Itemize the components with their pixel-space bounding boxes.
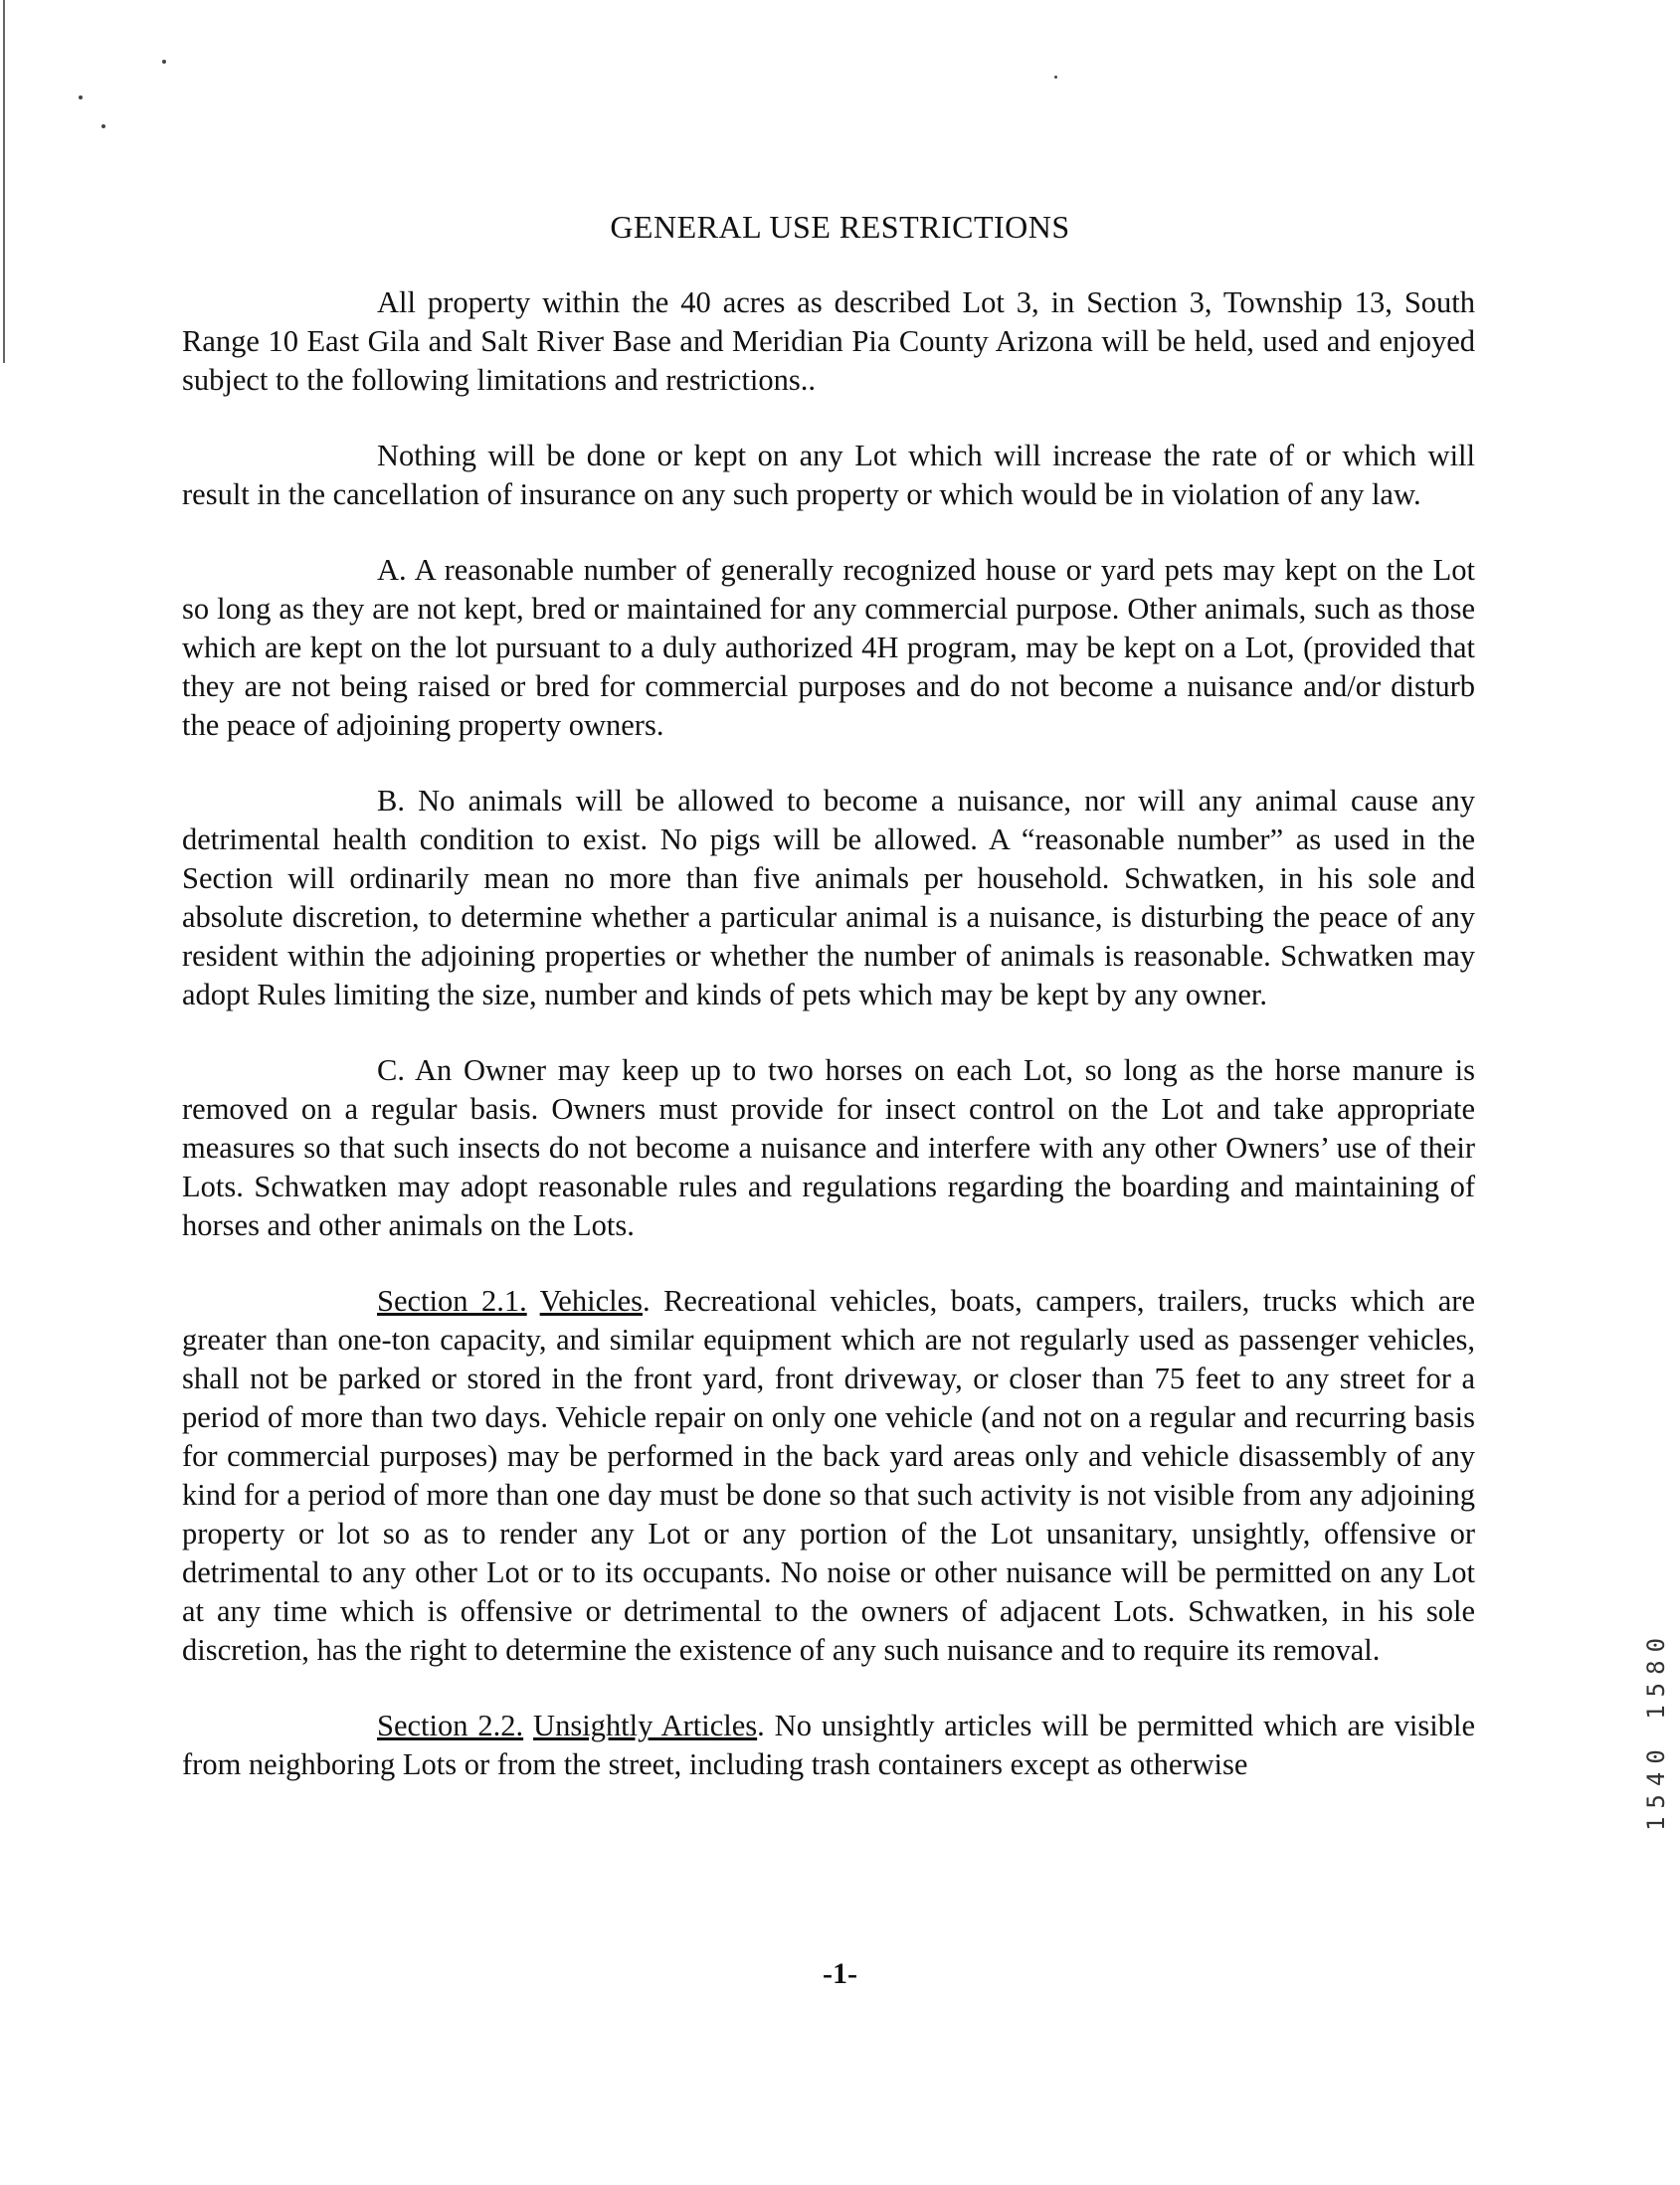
paragraph-property-description: All property within the 40 acres as described Lot 3, in Section 3, Township 13, South Range 10 East Gila and Salt River Base and Meridian Pia County Arizona will be held, used and enjoyed subject to the following limitations and restrictions.. (182, 285, 1475, 397)
section-2-2-text: . No unsightly articles will be permitted which are visible from neighboring Lots or from the street, including trash containers except as otherwise (182, 1709, 1475, 1781)
bates-stamp-text: 1540 1580 (1642, 1629, 1671, 1832)
scan-speck (101, 124, 105, 128)
scan-edge-line (3, 0, 5, 363)
section-2-2-title: Unsightly Articles (533, 1709, 758, 1742)
page-number: -1- (823, 1957, 857, 1990)
paragraph-c-horses: C. An Owner may keep up to two horses on each Lot, so long as the horse manure is removed on a regular basis. Owners must provide for insect control on the Lot and take appropriate measures so that such insects do not become a nuisance and interfere with any other Owners’ use of their Lots. Schwatken may adopt reasonable rules and regulations regarding the boarding and maintaining of horses and other animals on the Lots. (182, 1053, 1475, 1242)
section-2-1-number: Section 2.1. (377, 1284, 527, 1318)
document-body (182, 283, 1475, 1784)
scan-speck (79, 95, 83, 99)
paragraph-a-pets: A. A reasonable number of generally recognized house or yard pets may kept on the Lot so long as they are not kept, bred or maintained for any commercial purpose. Other animals, such as those which are kept on the lot pursuant to a duly authorized 4H program, may be kept on a Lot, (provided that they are not being raised or bred for commercial purposes and do not become a nuisance and/or disturb the peace of adjoining property owners. (182, 553, 1475, 742)
paragraph-section-2-1 (182, 1282, 1475, 1670)
section-2-1-text: . Recreational vehicles, boats, campers, trailers, trucks which are greater than one-ton capacity, and similar equipment which are not regularly used as passenger vehicles, shall not be parked or stored in the front yard, front driveway, or closer than 75 feet to any street for a period of more than two days. Vehicle repair on only one vehicle (and not on a regular and recurring basis for commercial purposes) may be performed in the back yard areas only and vehicle disassembly of any kind for a period of more than one day must be done so that such activity is not visible from any adjoining property or lot so as to render any Lot or any portion of the Lot unsanitary, unsightly, offensive or detrimental to any other Lot or to its occupants. No noise or other nuisance will be permitted on any Lot at any time which is offensive or detrimental to the owners of adjacent Lots. Schwatken, in his sole discretion, has the right to determine the existence of any such nuisance and to require its removal. (182, 1284, 1475, 1667)
bates-stamp (1641, 1551, 1671, 1910)
scan-speck (162, 60, 166, 64)
scan-speck (1054, 76, 1057, 79)
document-title: GENERAL USE RESTRICTIONS (610, 209, 1070, 245)
paragraph-insurance: Nothing will be done or kept on any Lot which will increase the rate of or which will result in the cancellation of insurance on any such property or which would be in violation of any law. (182, 439, 1475, 511)
paragraph-section-2-2 (182, 1707, 1475, 1784)
section-2-2-number: Section 2.2. (377, 1709, 524, 1742)
section-2-1-title: Vehicles (539, 1284, 643, 1318)
paragraph-b-animals: B. No animals will be allowed to become a nuisance, nor will any animal cause any detrimental health condition to exist. No pigs will be allowed. A “reasonable number” as used in the Section will ordinarily mean no more than five animals per household. Schwatken, in his sole and absolute discretion, to determine whether a particular animal is a nuisance, is disturbing the peace of any resident within the adjoining properties or whether the number of animals is reasonable. Schwatken may adopt Rules limiting the size, number and kinds of pets which may be kept by any owner. (182, 784, 1475, 1011)
